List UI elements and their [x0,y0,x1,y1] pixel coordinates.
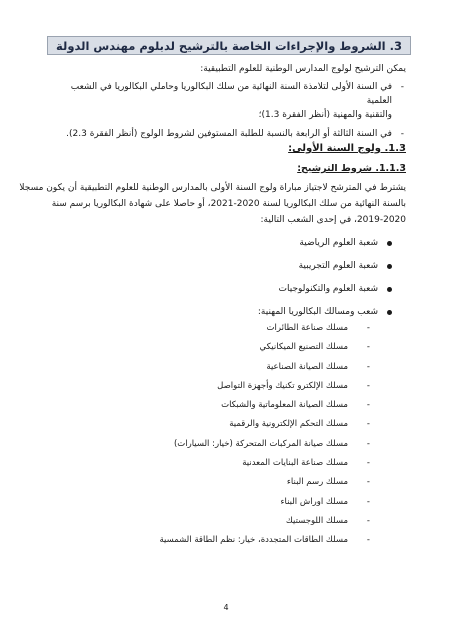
intro-list [50,80,406,141]
bullet-icon [387,264,392,269]
list-item: شعب ومسالك البكالوريا المهنية: [258,306,392,329]
dash-marker: - [366,458,370,469]
dash-marker: - [366,515,370,526]
intro-list-item: - في السنة الأولى لتلامذة السنة النهائية من سلك البكالوريا وحاملي البكالوريا في الشعب العلمية والتقنية والمهنية (أنظر الفقرة 1.3)؛ [70,82,404,120]
dash-marker: - [366,438,370,449]
bullet-icon [387,310,392,315]
section-heading-box [47,36,411,55]
list-item: - مسلك صناعة الطائرات [266,323,370,333]
list-item: - مسلك اوراش البناء [280,496,370,507]
list-item: - مسلك صناعة البنايات المعدنية [242,458,370,469]
conditions-paragraph: يشترط في المترشح لاجتياز مباراة ولوج السنة الأولى بالمدارس الوطنية للعلوم التطبيقية أن يكون مسجلا بالسنة النهائية من سلك البكالوريا لسنة 2020-2021، أو حاصلا على شهادة البكالوريا برسم سنة 2019-2020، في إحدى الشعب التالية: [19,183,406,225]
dash-marker: - [366,535,370,546]
intro-list-item: - في السنة الثالثة أو الرابعة بالنسبة للطلبة المستوفين لشروط الولوج (أنظر الفقرة 2.3). [66,129,404,139]
list-item: - مسلك الطاقات المتجددة، خيار: نظم الطاقة الشمسية [159,535,370,546]
bullet-icon [387,287,392,292]
list-item: - مسلك اللوجستيك [285,515,370,526]
subsection-title: 1.1.3. شروط الترشيح: [297,163,406,174]
dash-marker: - [366,342,370,353]
dash-marker: - [366,400,370,411]
dash-marker: - [366,323,370,333]
list-item: - مسلك رسم البناء [286,477,370,488]
list-marker: - [400,82,404,92]
professional-tracks-list [159,322,370,554]
page-number: 4 [223,603,229,612]
dash-marker: - [366,496,370,507]
list-item: شعبة العلوم التجريبية [258,260,392,283]
list-item: شعبة العلوم الرياضية [258,237,392,260]
dash-marker: - [366,361,370,372]
intro-text: يمكن الترشيح لولوج المدارس الوطنية للعلوم التطبيقية: [200,64,406,74]
list-item: - مسلك الإلكترو تكنيك وأجهزة التواصل [217,380,370,391]
list-item: شعبة العلوم والتكنولوجيات [258,283,392,306]
list-item: - مسلك التحكم الإلكترونية والرقمية [229,419,370,430]
list-item: - مسلك التصنيع الميكانيكي [259,342,370,353]
dash-marker: - [366,477,370,488]
dash-marker: - [366,419,370,430]
section-title: 1.3. ولوج السنة الأولى: [288,143,406,154]
list-item: - مسلك الصيانة الصناعية [266,361,370,372]
list-item: - مسلك الصيانة المعلوماتية والشبكات [221,400,370,411]
bullet-icon [387,241,392,246]
list-marker: - [400,129,404,139]
list-item: - مسلك صيانة المركبات المتحركة (خيار: السيارات) [173,438,370,449]
section-heading: 3. الشروط والإجراءات الخاصة بالترشيح لدبلوم مهندس الدولة [56,38,402,53]
dash-marker: - [366,380,370,391]
tracks-list [258,237,392,329]
